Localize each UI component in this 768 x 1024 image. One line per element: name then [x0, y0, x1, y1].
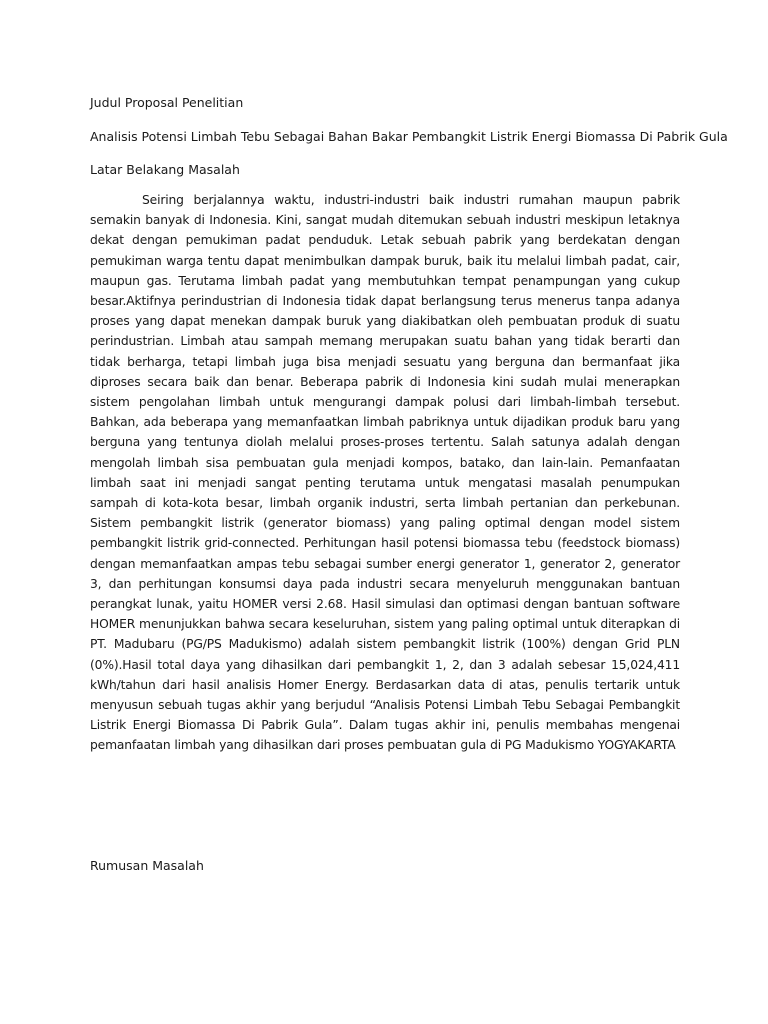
proposal-title: Analisis Potensi Limbah Tebu Sebagai Bahan Bakar Pembangkit Listrik Energi Biomassa Di Pabrik Gula [90, 129, 728, 144]
problem-heading: Rumusan Masalah [90, 858, 204, 873]
background-paragraph: Seiring berjalannya waktu, industri-industri baik industri rumahan maupun pabrik semakin banyak di Indonesia. Kini, sangat mudah ditemukan sebuah industri meskipun letaknya dekat dengan pemukiman padat penduduk. Letak sebuah pabrik yang berdekatan dengan pemukiman warga tentu dapat menimbulkan dampak buruk, baik itu melalui limbah padat, cair, maupun gas. Terutama limbah padat yang membutuhkan tempat penampungan yang cukup besar.Aktifnya perindustrian di Indonesia tidak dapat berlangsung terus menerus tanpa adanya proses yang dapat menekan dampak buruk yang diakibatkan oleh pembuatan produk di suatu perindustrian. Limbah atau sampah memang merupakan suatu bahan yang tidak berarti dan tidak berharga, tetapi limbah juga bisa menjadi sesuatu yang berguna dan bermanfaat jika diproses secara baik dan benar. Beberapa pabrik di Indonesia kini sudah mulai menerapkan sistem pengolahan limbah untuk mengurangi dampak polusi dari limbah-limbah tersebut. Bahkan, ada beberapa yang memanfaatkan limbah pabriknya untuk dijadikan produk baru yang berguna yang tentunya diolah melalui proses-proses tertentu. Salah satunya adalah dengan mengolah limbah sisa pembuatan gula menjadi kompos, batako, dan lain-lain. Pemanfaatan limbah saat ini menjadi sangat penting terutama untuk mengatasi masalah penumpukan sampah di kota-kota besar, limbah organik industri, serta limbah pertanian dan perkebunan. Sistem pembangkit listrik (generator biomass) yang paling optimal dengan model sistem pembangkit listrik grid-connected. Perhitungan hasil potensi biomassa tebu (feedstock biomass) dengan memanfaatkan ampas tebu sebagai sumber energi generator 1, generator 2, generator 3, dan perhitungan konsumsi daya pada industri secara menyeluruh menggunakan bantuan perangkat lunak, yaitu HOMER versi 2.68. Hasil simulasi dan optimasi dengan bantuan software HOMER menunjukkan bahwa secara keseluruhan, sistem yang paling optimal untuk diterapkan di PT. Madubaru (PG/PS Madukismo) adalah sistem pembangkit listrik (100%) dengan Grid PLN (0%).Hasil total daya yang dihasilkan dari pembangkit 1, 2, dan 3 adalah sebesar 15,024,411 kWh/tahun dari hasil analisis Homer Energy. Berdasarkan data di atas, penulis tertarik untuk menyusun sebuah tugas akhir yang berjudul “Analisis Potensi Limbah Tebu Sebagai Pembangkit Listrik Energi Biomassa Di Pabrik Gula”. Dalam tugas akhir ini, penulis membahas mengenai pemanfaatan limbah yang dihasilkan dari proses pembuatan gula di PG Madukismo YOGYAKARTA [90, 193, 680, 753]
title-label: Judul Proposal Penelitian [90, 95, 244, 110]
background-heading: Latar Belakang Masalah [90, 162, 240, 177]
